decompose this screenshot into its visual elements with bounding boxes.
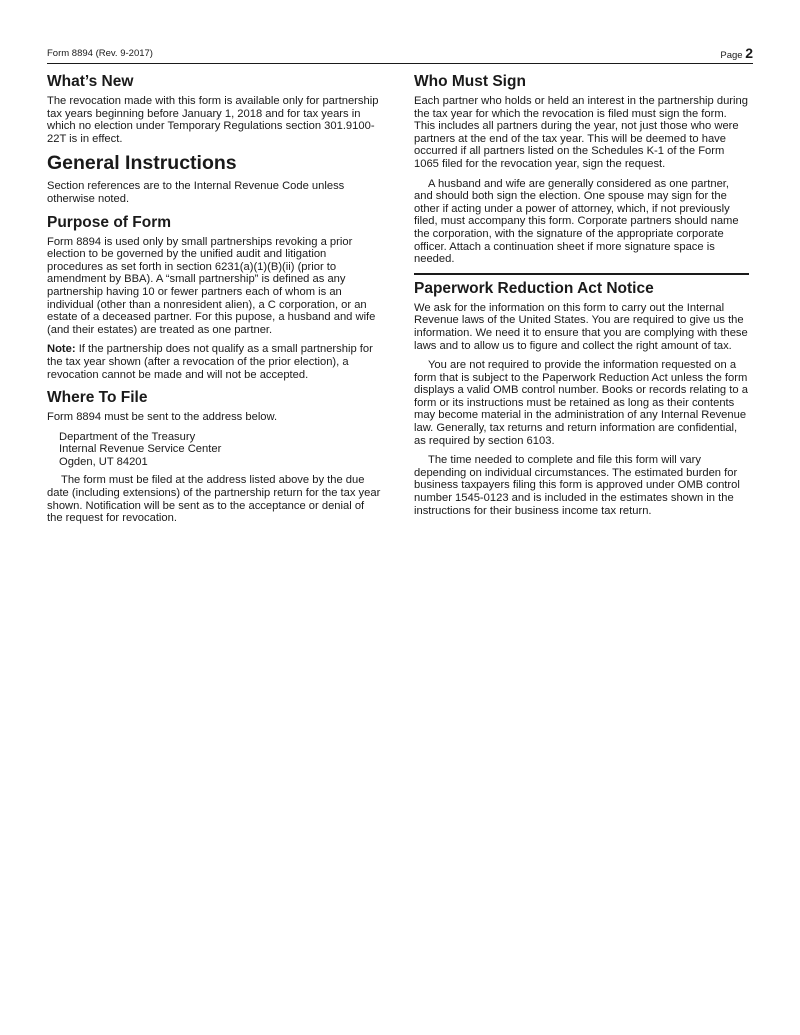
whats-new-text: The revocation made with this form is available only for partnership tax years beginning before January 1, 2018 and for tax years in which no election under Temporary Regulations section 301.9100-22T is in effect. (47, 95, 379, 145)
note-text: If the partnership does not qualify as a small partnership for the tax year shown (after a revocation of the prior election), a revocation cannot be made and will not be accepted. (47, 343, 373, 381)
page-header (47, 44, 753, 64)
mailing-address (59, 431, 382, 469)
page-number-value: 2 (745, 45, 753, 61)
page-number (720, 45, 753, 61)
general-instructions-text: Section references are to the Internal Revenue Code unless otherwise noted. (47, 180, 345, 205)
who-must-sign-paragraph-2: A husband and wife are generally considered as one partner, and should both sign the election. One spouse may sign for the other if acting under a power of attorney, which, if not previously filed, must accompany this form. Corporate partners should name the corporation, with the signature of the appropriate corporate officer. Attach a continuation sheet if more signature space is needed. (414, 177, 739, 266)
form-identifier: Form 8894 (Rev. 9-2017) (47, 48, 153, 59)
note-label: Note: (47, 343, 76, 356)
where-to-file-intro: Form 8894 must be sent to the address below. (47, 411, 278, 424)
paperwork-paragraph-1: We ask for the information on this form to carry out the Internal Revenue laws of the United States. You are required to give us the information. We need it to ensure that you are complying with these laws and to allow us to figure and collect the right amount of tax. (414, 301, 748, 352)
who-must-sign-heading: Who Must Sign (414, 73, 526, 90)
who-must-sign-paragraph-1: Each partner who holds or held an interest in the partnership during the tax year for which the revocation is filed must sign the form. This includes all partners during the year, not just those who were partners at the end of the tax year. This will be deemed to have occurred if all partners listed on the Schedules K-1 of the Form 1065 filed for the revocation year, sign the request. (414, 95, 748, 170)
left-column (47, 68, 382, 532)
general-instructions-heading: General Instructions (47, 152, 237, 175)
header-divider (47, 63, 753, 64)
paperwork-paragraph-3: The time needed to complete and file this form will vary depending on individual circumstances. The estimated burden for business taxpayers filing this form is approved under OMB control number 1545-0123 and is included in the estimates shown in the instructions for their business income tax return. (414, 454, 740, 517)
paperwork-paragraph-2: You are not required to provide the information requested on a form that is subject to the Paperwork Reduction Act unless the form displays a valid OMB control number. Books or records relating to a form or its instructions must be retained as long as their contents may become material in the administration of any Internal Revenue law. Generally, tax returns and return information are confidential, as required by section 6103. (414, 359, 748, 447)
purpose-of-form-heading: Purpose of Form (47, 213, 172, 231)
address-line: Ogden, UT 84201 (59, 455, 148, 468)
address-line: Internal Revenue Service Center (59, 443, 222, 456)
where-to-file-heading: Where To File (47, 389, 148, 407)
paperwork-heading: Paperwork Reduction Act Notice (414, 279, 654, 297)
right-column (414, 68, 749, 524)
page-label: Page (720, 50, 743, 61)
purpose-note (47, 343, 382, 381)
where-to-file-text: The form must be filed at the address listed above by the due date (including extensions) of the partnership return for the tax year shown. Notification will be sent as to the acceptance or denial of the request for revocation. (47, 474, 381, 525)
section-divider (414, 273, 749, 275)
whats-new-heading: What’s New (47, 73, 134, 90)
address-line: Department of the Treasury (59, 430, 196, 443)
purpose-of-form-text: Form 8894 is used only by small partnerships revoking a prior election to be governed by the unified audit and litigation procedures as set forth in section 6231(a)(1)(B)(ii) (prior to amendment by BBA). A “small partnership” is defined as any partnership having 10 or fewer partners each of whom is an individual (other than a nonresident alien), a C corporation, or an estate of a deceased partner. For this pupose, a husband and wife (and their estates) are treated as one partner. (47, 235, 376, 336)
